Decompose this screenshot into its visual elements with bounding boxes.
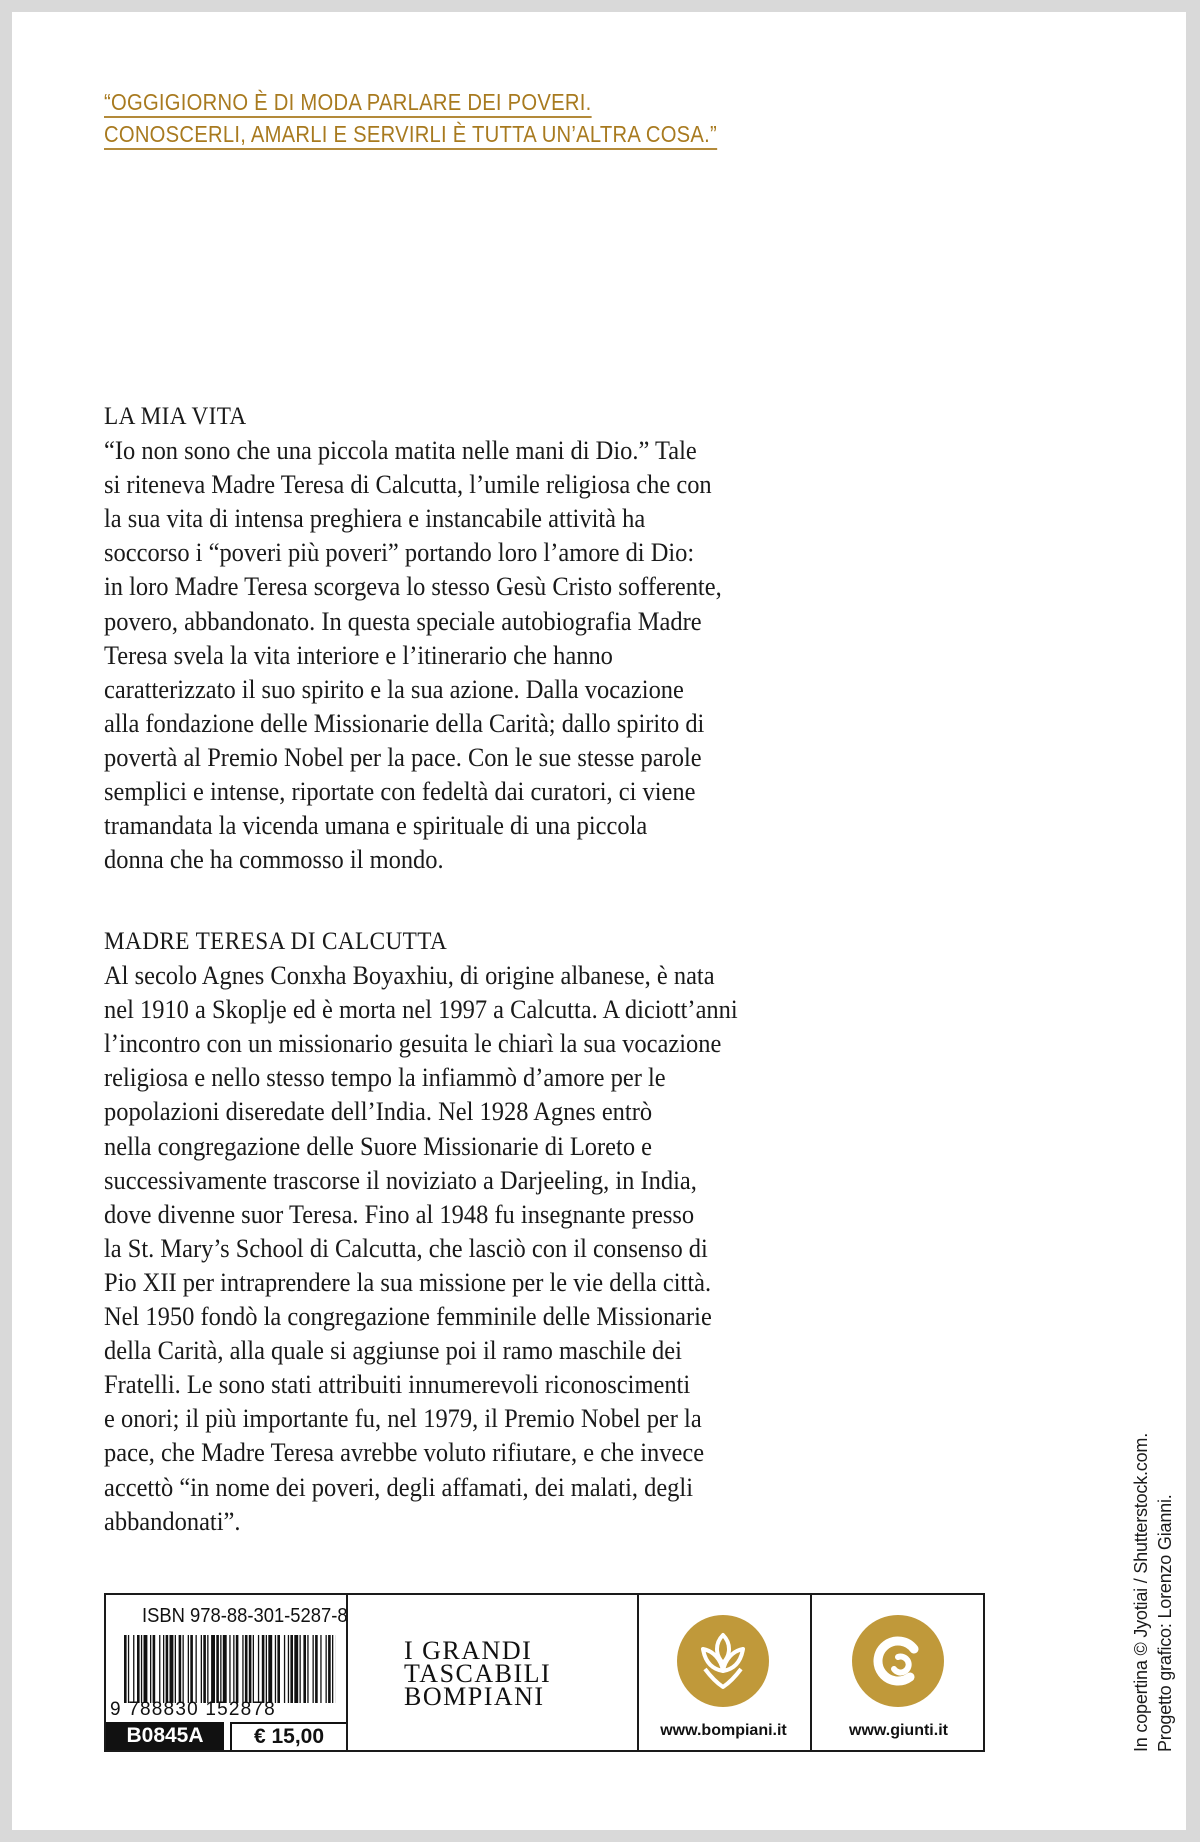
- text-line: alla fondazione delle Missionarie della Carità; dallo spirito di: [104, 708, 705, 738]
- text-line: la sua vita di intensa preghiera e instancabile attività ha: [104, 504, 646, 534]
- product-code: B0845A: [106, 1722, 224, 1750]
- book-heading: LA MIA VITA: [104, 403, 247, 430]
- image-credits: [1129, 1392, 1177, 1752]
- text-line: donna che ha commosso il mondo.: [104, 845, 444, 875]
- text-line: dove divenne suor Teresa. Fino al 1948 fu insegnante presso: [104, 1199, 695, 1229]
- text-line: la St. Mary’s School di Calcutta, che lasciò con il consenso di: [104, 1233, 708, 1263]
- quote-line-1: “OGGIGIORNO È DI MODA PARLARE DEI POVERI.: [104, 89, 591, 118]
- text-line: nella congregazione delle Suore Missionarie di Loreto e: [104, 1131, 653, 1161]
- text-line: Pio XII per intraprendere la sua missione per le vie della città.: [104, 1267, 712, 1297]
- isbn-text: ISBN 978-88-301-5287-8: [142, 1605, 348, 1627]
- text-line: si riteneva Madre Teresa di Calcutta, l’umile religiosa che con: [104, 470, 712, 500]
- quote-line-2: CONOSCERLI, AMARLI E SERVIRLI È TUTTA UN’ALTRA COSA.”: [104, 121, 717, 150]
- text-line: e onori; il più importante fu, nel 1979, il Premio Nobel per la: [104, 1404, 702, 1434]
- book-back-cover: [12, 12, 1186, 1830]
- giunti-panel: [812, 1595, 985, 1750]
- publisher-footer: [104, 1593, 985, 1752]
- text-line: della Carità, alla quale si aggiunse poi il ramo maschile dei: [104, 1336, 682, 1366]
- author-bio: [104, 925, 738, 1539]
- series-line: TASCABILI: [404, 1659, 552, 1688]
- text-line: Nel 1950 fondò la congregazione femminile delle Missionarie: [104, 1302, 712, 1332]
- ean-digits: 9 788830 152878: [110, 1699, 276, 1720]
- text-line: l’incontro con un missionario gesuita le chiarì la sua vocazione: [104, 1029, 722, 1059]
- author-heading: MADRE TERESA DI CALCUTTA: [104, 928, 448, 955]
- cover-credit: In copertina © Jyotiai / Shutterstock.com.: [1131, 1432, 1151, 1752]
- bompiani-website[interactable]: www.bompiani.it: [660, 1722, 787, 1739]
- giunti-logo-icon: [848, 1611, 948, 1711]
- text-line: accettò “in nome dei poveri, degli affamati, dei malati, degli: [104, 1472, 693, 1502]
- text-line: caratterizzato il suo spirito e la sua azione. Dalla vocazione: [104, 674, 684, 704]
- bompiani-logo-icon: [673, 1611, 773, 1711]
- giunti-website[interactable]: www.giunti.it: [849, 1722, 948, 1739]
- cover-quote: [104, 86, 717, 150]
- series-name: [404, 1636, 552, 1711]
- book-description: [104, 400, 722, 877]
- text-line: semplici e intense, riportate con fedeltà dai curatori, ci viene: [104, 777, 696, 807]
- series-line: BOMPIANI: [404, 1682, 545, 1711]
- text-line: povertà al Premio Nobel per la pace. Con le sue stesse parole: [104, 742, 702, 772]
- text-line: nel 1910 a Skoplje ed è morta nel 1997 a Calcutta. A diciott’anni: [104, 995, 738, 1025]
- text-line: “Io non sono che una piccola matita nelle mani di Dio.” Tale: [104, 436, 697, 466]
- text-line: Teresa svela la vita interiore e l’itinerario che hanno: [104, 640, 613, 670]
- text-line: in loro Madre Teresa scorgeva lo stesso Gesù Cristo sofferente,: [104, 572, 722, 602]
- text-line: tramandata la vicenda umana e spirituale di una piccola: [104, 811, 648, 841]
- text-line: pace, che Madre Teresa avrebbe voluto rifiutare, e che invece: [104, 1438, 705, 1468]
- design-credit: Progetto grafico: Lorenzo Gianni.: [1155, 1494, 1175, 1752]
- series-line: I GRANDI: [404, 1636, 533, 1665]
- text-line: soccorso i “poveri più poveri” portando loro l’amore di Dio:: [104, 538, 695, 568]
- barcode-icon: [124, 1635, 336, 1703]
- text-line: abbandonati”.: [104, 1506, 241, 1536]
- text-line: religiosa e nello stesso tempo la infiammò d’amore per le: [104, 1063, 666, 1093]
- bompiani-panel: [637, 1595, 812, 1750]
- text-line: successivamente trascorse il noviziato a Darjeeling, in India,: [104, 1165, 697, 1195]
- text-line: popolazioni diseredate dell’India. Nel 1928 Agnes entrò: [104, 1097, 653, 1127]
- text-line: Al secolo Agnes Conxha Boyaxhiu, di origine albanese, è nata: [104, 961, 715, 991]
- barcode-panel: [106, 1595, 348, 1750]
- text-line: Fratelli. Le sono stati attribuiti innumerevoli riconoscimenti: [104, 1370, 691, 1400]
- price: € 15,00: [230, 1722, 346, 1750]
- series-panel: [346, 1595, 639, 1750]
- text-line: povero, abbandonato. In questa speciale autobiografia Madre: [104, 606, 702, 636]
